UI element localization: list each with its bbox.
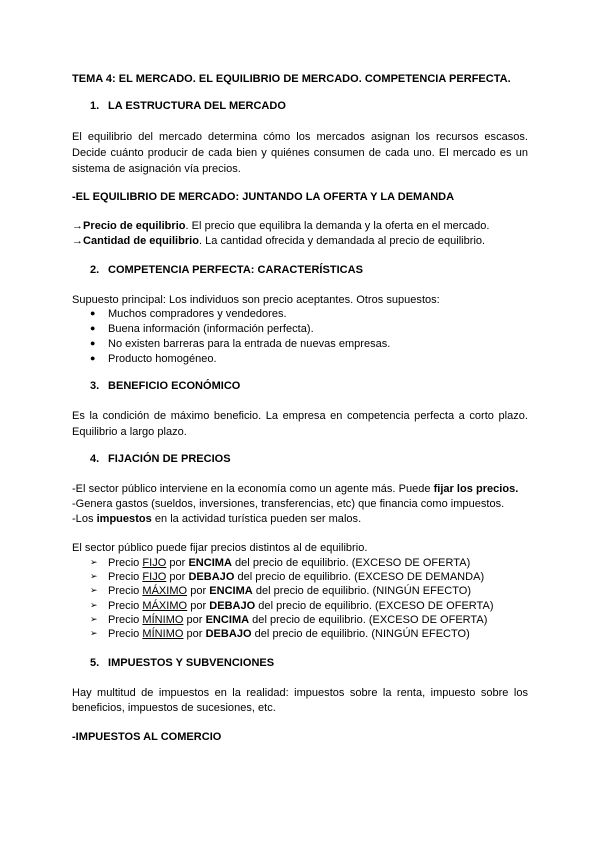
bullet-icon: ●	[90, 323, 96, 333]
section-heading-text: COMPETENCIA PERFECTA: CARACTERÍSTICAS	[108, 264, 363, 276]
arrow-bullet-icon: ➢	[90, 571, 98, 581]
text-run: por	[186, 614, 203, 626]
list-item	[108, 599, 494, 613]
price-type: FIJO	[142, 571, 167, 583]
paragraph-line: Decide cuánto producir de cada bien y quiénes consumen de cada uno. El mercado es un	[72, 147, 528, 159]
definition: . El precio que equilibra la demanda y la oferta en el mercado.	[185, 220, 490, 232]
definition-line	[72, 219, 489, 233]
text-run: por	[169, 571, 186, 583]
paragraph-line: -Genera gastos (sueldos, inversiones, transferencias, etc) que financia como impuestos.	[72, 498, 505, 510]
subsection-heading: -EL EQUILIBRIO DE MERCADO: JUNTANDO LA OFERTA Y LA DEMANDA	[72, 191, 455, 203]
list-item: Producto homogéneo.	[108, 353, 217, 365]
text-run: Precio	[108, 585, 140, 597]
text-run: Precio	[108, 571, 140, 583]
bold-run: impuestos	[96, 513, 152, 525]
arrow-bullet-icon: ➢	[90, 585, 98, 595]
price-position: DEBAJO	[188, 571, 235, 583]
price-type: FIJO	[142, 557, 167, 569]
price-type: MÍNIMO	[142, 614, 184, 626]
definition-line	[72, 234, 485, 248]
section-heading-text: FIJACIÓN DE PRECIOS	[108, 453, 231, 465]
document-title: TEMA 4: EL MERCADO. EL EQUILIBRIO DE MERCADO. COMPETENCIA PERFECTA.	[72, 73, 511, 85]
text-run: del precio de equilibrio. (EXCESO DE OFERTA)	[258, 600, 494, 612]
bullet-icon: ●	[90, 308, 96, 318]
section-number: 4.	[90, 453, 100, 465]
paragraph-line: Supuesto principal: Los individuos son precio aceptantes. Otros supuestos:	[72, 294, 440, 306]
list-item: Buena información (información perfecta).	[108, 323, 314, 335]
section-number: 5.	[90, 657, 100, 669]
paragraph-line: Equilibrio a largo plazo.	[72, 426, 187, 438]
list-item	[108, 570, 484, 584]
price-position: ENCIMA	[205, 614, 250, 626]
arrow-bullet-icon: ➢	[90, 628, 98, 638]
text-run: por	[190, 600, 207, 612]
section-number: 1.	[90, 100, 100, 112]
list-item	[108, 627, 470, 641]
text-run: en la actividad turística pueden ser malos.	[151, 513, 362, 525]
price-type: MÁXIMO	[142, 600, 188, 612]
bullet-icon: ●	[90, 338, 96, 348]
paragraph-line: Es la condición de máximo beneficio. La empresa en competencia perfecta a corto plazo.	[72, 410, 528, 422]
section-heading-text: LA ESTRUCTURA DEL MERCADO	[108, 100, 286, 112]
list-item	[108, 556, 470, 570]
arrow-icon: →	[72, 220, 84, 232]
price-type: MÁXIMO	[142, 585, 188, 597]
text-run: Precio	[108, 600, 140, 612]
subsection-heading: -IMPUESTOS AL COMERCIO	[72, 731, 222, 743]
text-run: -El sector público interviene en la economía como un agente más. Puede	[72, 483, 434, 495]
text-run: Precio	[108, 628, 140, 640]
price-position: ENCIMA	[209, 585, 253, 597]
arrow-bullet-icon: ➢	[90, 557, 98, 567]
list-item	[108, 584, 471, 598]
price-position: DEBAJO	[205, 628, 252, 640]
price-type: MÍNIMO	[142, 628, 184, 640]
term: Cantidad de equilibrio	[83, 235, 199, 247]
arrow-bullet-icon: ➢	[90, 614, 98, 624]
text-run: por	[169, 557, 186, 569]
section-heading-text: BENEFICIO ECONÓMICO	[108, 380, 241, 392]
paragraph-line: El equilibrio del mercado determina cómo los mercados asignan los recursos escasos.	[72, 131, 528, 143]
text-run: del precio de equilibrio. (EXCESO DE OFERTA)	[235, 557, 471, 569]
bullet-icon: ●	[90, 353, 96, 363]
arrow-icon: →	[72, 235, 84, 247]
list-item: Muchos compradores y vendedores.	[108, 308, 287, 320]
paragraph-line	[72, 512, 361, 526]
price-position: ENCIMA	[188, 557, 232, 569]
section-number: 2.	[90, 264, 100, 276]
bold-run: fijar los precios.	[433, 483, 519, 495]
paragraph-line: El sector público puede fijar precios distintos al de equilibrio.	[72, 542, 368, 554]
text-run: del precio de equilibrio. (EXCESO DE OFERTA)	[252, 614, 488, 626]
paragraph-line: beneficios, impuestos de sucesiones, etc.	[72, 702, 276, 714]
text-run: por	[186, 628, 203, 640]
section-number: 3.	[90, 380, 100, 392]
section-heading-text: IMPUESTOS Y SUBVENCIONES	[108, 657, 275, 669]
definition: . La cantidad ofrecida y demandada al precio de equilibrio.	[198, 235, 486, 247]
text-run: del precio de equilibrio. (EXCESO DE DEMANDA)	[237, 571, 485, 583]
text-run: Precio	[108, 557, 140, 569]
text-run: del precio de equilibrio. (NINGÚN EFECTO)	[255, 585, 472, 597]
text-run: por	[190, 585, 207, 597]
text-run: -Los	[72, 513, 97, 525]
text-run: del precio de equilibrio. (NINGÚN EFECTO)	[254, 628, 470, 640]
term: Precio de equilibrio	[83, 220, 186, 232]
price-position: DEBAJO	[209, 600, 256, 612]
paragraph-line	[72, 482, 518, 496]
list-item	[108, 613, 487, 627]
paragraph-line: sistema de asignación vía precios.	[72, 163, 241, 175]
paragraph-line: Hay multitud de impuestos en la realidad: impuestos sobre la renta, impuesto sobre los	[72, 687, 528, 699]
text-run: Precio	[108, 614, 140, 626]
arrow-bullet-icon: ➢	[90, 600, 98, 610]
list-item: No existen barreras para la entrada de nuevas empresas.	[108, 338, 391, 350]
